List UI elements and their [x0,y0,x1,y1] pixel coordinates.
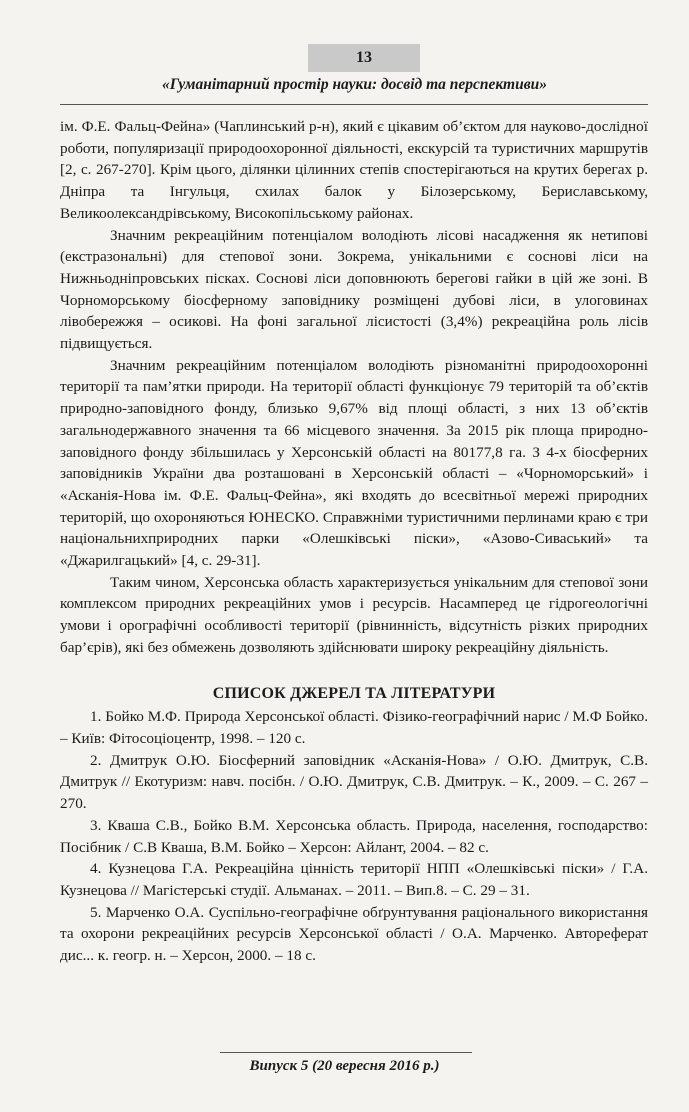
running-head: «Гуманітарний простір науки: досвід та перспективи» [161,76,548,93]
footer-divider [220,1052,472,1053]
header-divider [60,104,648,105]
issue-footer: Випуск 5 (20 вересня 2016 р.) [249,1058,440,1074]
page-number: 13 [356,49,372,66]
page-body [60,116,648,967]
reference-item: 3. Кваша С.В., Бойко В.М. Херсонська область. Природа, населення, господарство: Посібник / С.В Кваша, В.М. Бойко – Херсон: Айлант, 2004. – 82 с. [60,816,648,856]
reference-item: 2. Дмитрук О.Ю. Біосферний заповідник «Асканія-Нова» / О.Ю. Дмитрук, С.В. Дмитрук // Екотуризм: навч. посібн. / О.Ю. Дмитрук, С.В. Дмитрук. – К., 2009. – С. 267 – 270. [60,751,648,813]
reference-item: 1. Бойко М.Ф. Природа Херсонської області. Фізико-географічний нарис / М.Ф Бойко. – Київ: Фітосоціоцентр, 1998. – 120 с. [60,708,648,747]
page-number-box [308,44,420,72]
body-paragraph: Таким чином, Херсонська область характеризується унікальним для степової зони комплексом природних рекреаційних умов і ресурсів. Насамперед це гідрогеологічні умови і орографічні особливості території (рівнинність, відсутність різких природних бар’єрів), які без обмежень дозволяють здійснювати широку рекреаційну діяльність. [60,573,648,656]
body-paragraph: Значним рекреаційним потенціалом володіють різноманітні природоохоронні території та пам’ятки природи. На території області функціонує 79 територій та об’єктів природно-заповідного фонду, близько 9,67% від площі області, з них 13 об’єктів загальнодержавного значення та 66 місцевого значення. За 2015 рік площа природно-заповідного фонду збільшилась у Херсонській області на 80177,8 га. З 4-х біосферних заповідників України два розташовані в Херсонській області – «Чорноморський» і «Асканія-Нова ім. Ф.Е. Фальц-Фейна», які входять до всесвітньої мережі природних територій, що охороняються ЮНЕСКО. Справжніми туристичними перлинами краю є три національнихприродних парки «Олешківські піски», «Азово-Сиваський» та «Джарилгацький» [4, с. 29-31]. [60,356,648,570]
references-title: СПИСОК ДЖЕРЕЛ ТА ЛІТЕРАТУРИ [212,684,496,702]
reference-item: 5. Марченко О.А. Суспільно-географічне обґрунтування раціонального використання та охорони рекреаційних ресурсів Херсонської області / О.А. Марченко. Автореферат дис... к. геогр. н. – Херсон, 2000. – 18 с. [60,903,648,965]
reference-item: 4. Кузнецова Г.А. Рекреаційна цінність території НПП «Олешківські піски» / Г.А. Кузнецова // Магістерські студії. Альманах. – 2011. – Вип.8. – С. 29 – 31. [60,860,648,899]
body-paragraph: Значним рекреаційним потенціалом володіють лісові насадження як нетипові (екстразональні) для степової зони. Зокрема, унікальними є соснові ліси на Нижньодніпровських пісках. Соснові ліси доповнюють берегові гайки в цій же зоні. В Чорноморському біосферному заповіднику розміщені дубові ліси, в улоговинах лівобережжя – осикові. На фоні загальної лісистості (3,4%) рекреаційна роль лісів підвищується. [60,226,648,353]
body-paragraph: ім. Ф.Е. Фальц-Фейна» (Чаплинський р-н), який є цікавим об’єктом для науково-дослідної роботи, популяризації природоохоронної діяльності, екскурсій та туристичних маршрутів [2, с. 267-270]. Крім цього, ділянки цілинних степів спостерігаються на крутих берегах р. Дніпра та Інгульця, схилах балок у Білозерському, Бериславському, Великоолександрівському, Високопільському районах. [60,118,648,222]
